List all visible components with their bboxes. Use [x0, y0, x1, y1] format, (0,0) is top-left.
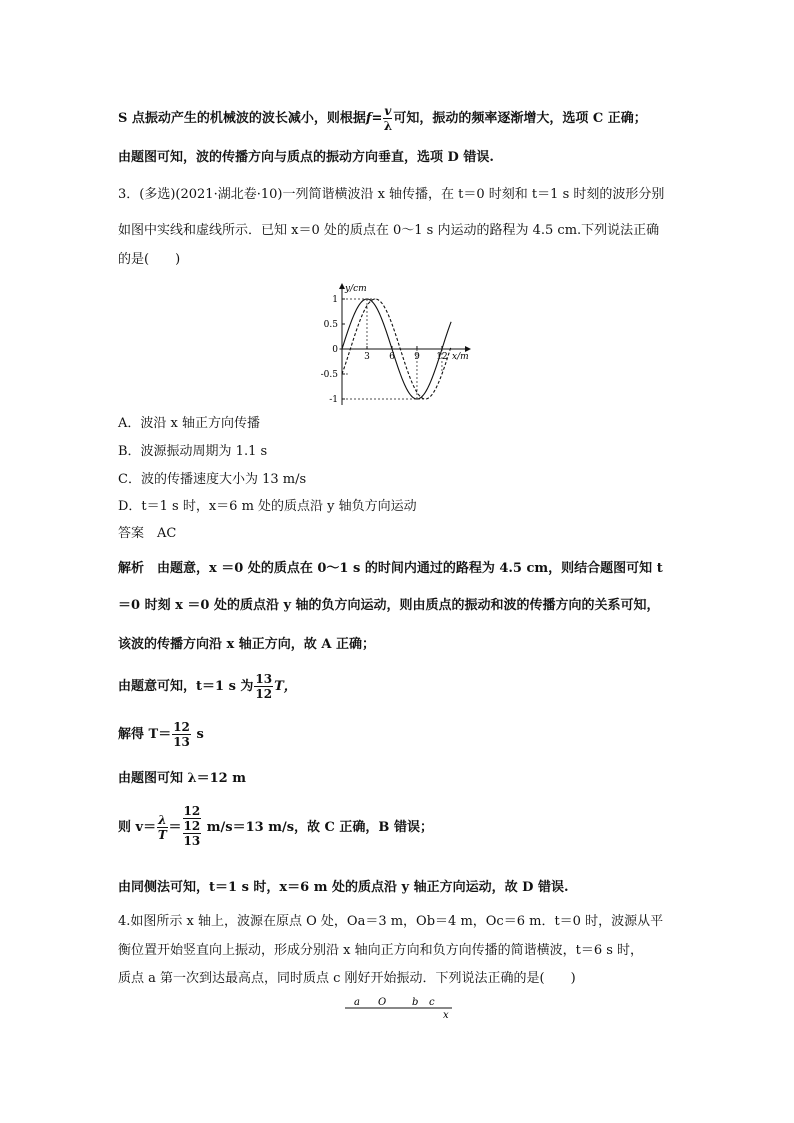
x-tick-label: 6: [389, 352, 395, 362]
analysis-wavelength: 由题图可知 λ＝12 m: [118, 771, 247, 786]
q4-label-c: c: [429, 997, 435, 1008]
analysis-conclusion: 由同侧法可知，t＝1 s 时，x＝6 m 处的质点沿 y 轴正方向运动，故 D 错误.: [118, 880, 569, 895]
analysis-period-ratio: 由题意可知，t＝1 s 为 $\frac{13}{12}$ T，: [118, 672, 297, 701]
wave-chart: [318, 282, 478, 410]
q4-line-2: 衡位置开始竖直向上振动，形成分别沿 x 轴向正方向和负方向传播的简谐横波，t＝6 s 时，: [118, 943, 644, 958]
y-tick-label: 1: [332, 295, 338, 305]
q4-label-o: O: [378, 997, 387, 1008]
q4-label-x: x: [443, 1010, 449, 1021]
option-a: A．波沿 x 轴正方向传播: [118, 416, 260, 431]
q4-line-3: 质点 a 第一次到达最高点，同时质点 c 刚好开始振动．下列说法正确的是( ): [118, 971, 576, 986]
analysis-line-3: 该波的传播方向沿 x 轴正方向，故 A 正确；: [118, 637, 375, 652]
q3-line-3: 的是( ): [118, 252, 181, 267]
analysis-period: 解得 T＝ $\frac{12}{13}$ s: [118, 720, 204, 749]
analysis-speed: 则 v＝ $\frac{\lambda}{T}$ ＝ 12 12 13 m/s＝13 m/s，故 C 正确，B 错误；: [118, 804, 433, 848]
q3-line-1: 3．(多选)(2021·湖北卷·10)一列简谐横波沿 x 轴传播，在 t＝0 时刻和 t＝1 s 时刻的波形分别: [118, 187, 665, 202]
fraction-12-over-12-13: 12 12 13: [183, 804, 201, 848]
y-tick-label: -1: [329, 395, 338, 405]
x-tick-label: 3: [364, 352, 370, 362]
x-tick-label: 12: [436, 352, 448, 362]
q4-line-1: 4.如图所示 x 轴上，波源在原点 O 处，Oa＝3 m，Ob＝4 m，Oc＝6 m．t＝0 时，波源从平: [118, 914, 664, 929]
y-tick-label: 0: [332, 345, 338, 355]
y-axis-label: y/cm: [345, 284, 367, 294]
fraction-13-12: $\frac{13}{12}$: [255, 672, 273, 701]
para-direction: 由题图可知，波的传播方向与质点的振动方向垂直，选项 D 错误.: [118, 150, 494, 165]
option-b: B．波源振动周期为 1.1 s: [118, 444, 268, 459]
analysis-line-2: ＝0 时刻 x ＝0 处的质点沿 y 轴的负方向运动，则由质点的振动和波的传播方向的关系可知，: [118, 598, 660, 613]
q4-label-b: b: [412, 997, 419, 1008]
fraction-lambda-over-t: $\frac{\lambda}{T}$: [157, 813, 167, 842]
analysis-line-1: 解析 由题意，x ＝0 处的质点在 0～1 s 的时间内通过的路程为 4.5 cm，则结合题图可知 t: [118, 561, 663, 576]
fraction-v-over-lambda: $\frac{v}{\lambda}$: [383, 104, 393, 133]
option-c: C．波的传播速度大小为 13 m/s: [118, 472, 307, 487]
y-tick-label: 0.5: [323, 320, 338, 330]
q4-axis-diagram: [340, 996, 460, 1022]
fraction-12-13: $\frac{12}{13}$: [173, 720, 190, 749]
q4-label-a: a: [354, 997, 360, 1008]
x-tick-label: 9: [414, 352, 420, 362]
answer: 答案 AC: [118, 526, 177, 541]
option-d: D．t＝1 s 时，x＝6 m 处的质点沿 y 轴负方向运动: [118, 499, 417, 514]
y-tick-label: -0.5: [320, 370, 338, 380]
q3-line-2: 如图中实线和虚线所示．已知 x＝0 处的质点在 0～1 s 内运动的路程为 4.5 cm.下列说法正确: [118, 223, 660, 238]
para-frequency: S 点振动产生的机械波的波长减小，则根据f= $\frac{v}{\lambda}$ 可知，振动的频率逐渐增大，选项 C 正确；: [118, 104, 647, 133]
x-axis-label: x/m: [452, 352, 469, 362]
